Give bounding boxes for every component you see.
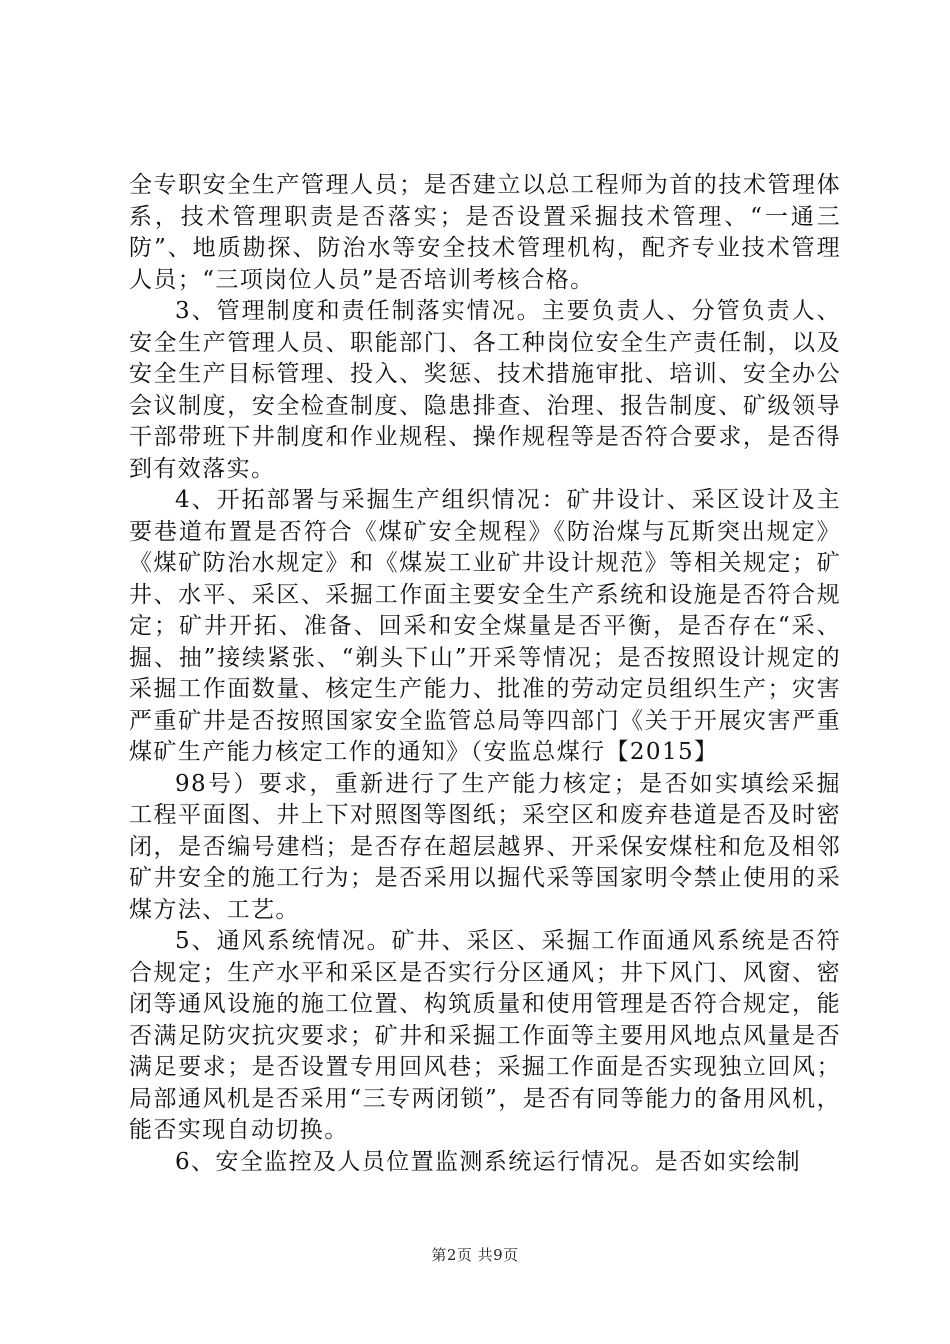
paragraph-5-ventilation: 5、通风系统情况。矿井、采区、采掘工作面通风系统是否符合规定；生产水平和采区是否实行分区通风；井下风门、风窗、密闭等通风设施的施工位置、构筑质量和使用管理是否符合规定，能否满足防灾抗灾要求；矿井和采掘工作面等主要用风地点风量是否满足要求；是否设置专用回风巷；采掘工作面是否实现独立回风；局部通风机是否采用“三专两闭锁”，是否有同等能力的备用风机，能否实现自动切换。: [129, 928, 841, 1143]
page-number-footer: 第2页 共9页: [431, 1246, 519, 1264]
paragraph-4-continued: 98号）要求，重新进行了生产能力核定；是否如实填绘采掘工程平面图、井上下对照图等图纸；采空区和废弃巷道是否及时密闭，是否编号建档；是否存在超层越界、开采保安煤柱和危及相邻矿井安全的施工行为；是否采用以掘代采等国家明令禁止使用的采煤方法、工艺。: [129, 770, 841, 923]
paragraph-3-management-systems: 3、管理制度和责任制落实情况。主要负责人、分管负责人、安全生产管理人员、职能部门、各工种岗位安全生产责任制，以及安全生产目标管理、投入、奖惩、技术措施审批、培训、安全办公会议制度，安全检查制度、隐患排查、治理、报告制度、矿级领导干部带班下井制度和作业规程、操作规程等是否符合要求，是否得到有效落实。: [129, 298, 841, 482]
paragraph-continuation-staffing: 全专职安全生产管理人员；是否建立以总工程师为首的技术管理体系，技术管理职责是否落实；是否设置采掘技术管理、“一通三防”、地质勘探、防治水等安全技术管理机构，配齐专业技术管理人员；“三项岗位人员”是否培训考核合格。: [129, 172, 841, 293]
paragraph-4-development-layout: 4、开拓部署与采掘生产组织情况：矿井设计、采区设计及主要巷道布置是否符合《煤矿安全规程》《防治煤与瓦斯突出规定》《煤矿防治水规定》和《煤炭工业矿井设计规范》等相关规定；矿井、水平、采区、采掘工作面主要安全生产系统和设施是否符合规定；矿井开拓、准备、回采和安全煤量是否平衡，是否存在“采、掘、抽”接续紧张、“剃头下山”开采等情况；是否按照设计规定的采掘工作面数量、核定生产能力、批准的劳动定员组织生产；灾害严重矿井是否按照国家安全监管总局等四部门《关于开展灾害严重煤矿生产能力核定工作的通知》（安监总煤行【2015】: [129, 487, 841, 765]
document-body: [129, 170, 841, 1178]
paragraph-6-monitoring: 6、安全监控及人员位置监测系统运行情况。是否如实绘制: [175, 1148, 802, 1175]
